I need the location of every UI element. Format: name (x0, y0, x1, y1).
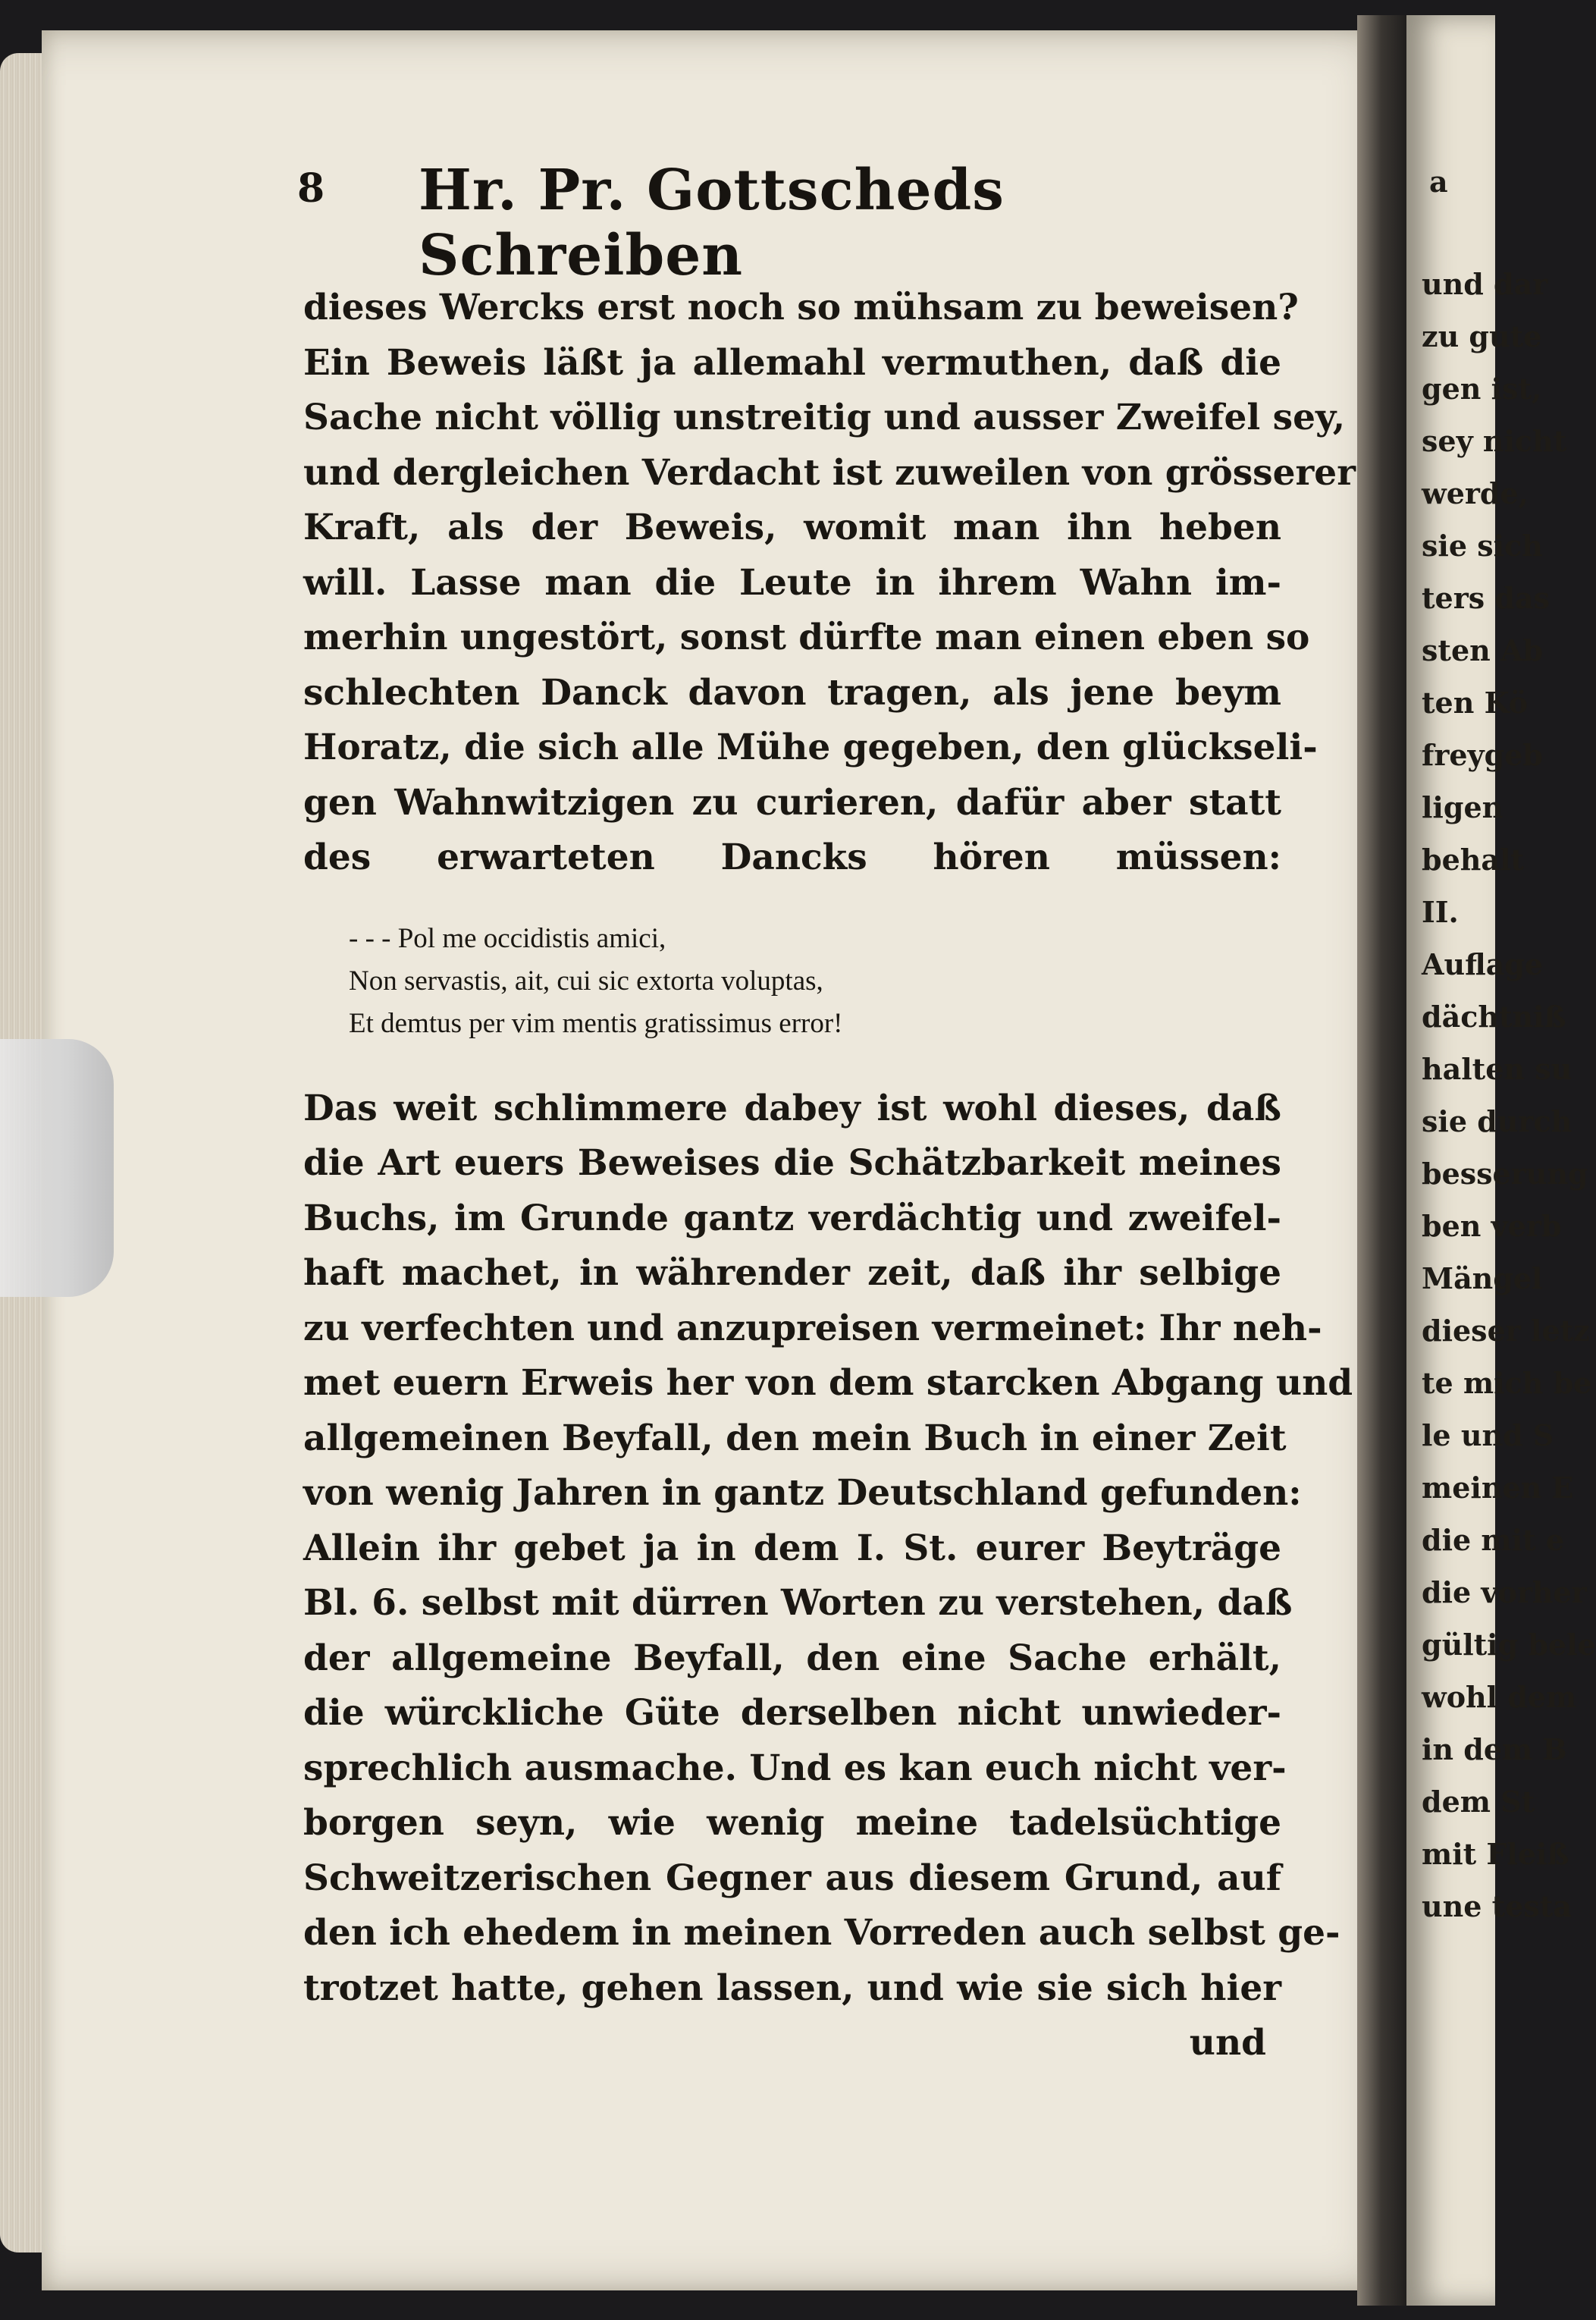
latin-quotation (349, 918, 1168, 1045)
right-running-head-fragment: a (1429, 165, 1448, 199)
right-page-line: ben verb (1422, 1209, 1562, 1243)
right-page-line: die vorher (1422, 1575, 1587, 1609)
right-page-line: wohl dem (1422, 1680, 1577, 1714)
text-line: von wenig Jahren in gantz Deutschland gefunden: (303, 1472, 1302, 1514)
text-line: will. Lasse man die Leute in ihrem Wahn im- (303, 561, 1281, 604)
text-line: die würckliche Güte derselben nicht unwieder- (303, 1692, 1281, 1734)
right-page (1406, 15, 1596, 2306)
right-page-line: dächtniß (1422, 1000, 1566, 1034)
right-page-line: und dar (1422, 267, 1548, 301)
quote-line: Non servastis, ait, cui sic extorta voluptas, (349, 965, 823, 997)
right-page-line: II. (1422, 895, 1459, 929)
right-page-line: besserung (1422, 1157, 1588, 1191)
right-page-line: freygeb (1422, 738, 1543, 772)
running-title: Hr. Pr. Gottscheds Schreiben (419, 158, 1005, 288)
right-page-line: die mit e (1422, 1523, 1565, 1557)
text-line: Buchs, im Grunde gantz verdächtig und zweifel- (303, 1197, 1281, 1239)
right-page-line: sie sich (1422, 529, 1543, 563)
right-page-line: mit Fleiß (1422, 1837, 1569, 1871)
text-line: borgen seyn, wie wenig meine tadelsüchtige (303, 1802, 1281, 1844)
paragraph-1 (303, 281, 1356, 886)
text-line: Ein Beweis läßt ja allemahl vermuthen, daß die (303, 341, 1281, 384)
right-page-line: te mich be (1422, 1366, 1592, 1400)
text-line: gen Wahnwitzigen zu curieren, dafür aber statt (303, 781, 1281, 824)
right-page-line: in dem B (1422, 1732, 1567, 1766)
right-page-line: gen ist, (1422, 372, 1542, 406)
right-page-line: le und S (1422, 1418, 1554, 1452)
text-line: zu verfechten und anzupreisen vermeinet: Ihr neh- (303, 1307, 1322, 1349)
right-page-line: sten Ab (1422, 633, 1544, 667)
text-line: der allgemeine Beyfall, den eine Sache erhält, (303, 1637, 1281, 1679)
right-page-line: gültig bele (1422, 1628, 1596, 1662)
page-number: 8 (297, 165, 325, 212)
right-page-line: werde, (1422, 476, 1529, 510)
right-page-line: ten Kö (1422, 686, 1529, 720)
right-page-line: sey nicht (1422, 424, 1567, 458)
text-line: haft machet, in währender zeit, daß ihr selbige (303, 1252, 1281, 1294)
right-page-line: ligen (1422, 790, 1504, 824)
catchword: und (1189, 2022, 1266, 2064)
right-page-lines (1422, 258, 1596, 1932)
right-page-line: dieser letz (1422, 1314, 1590, 1348)
text-line: des erwarteten Dancks hören müssen: (303, 837, 1281, 878)
text-line: Schweitzerischen Gegner aus diesem Grund, auf (303, 1857, 1281, 1899)
quote-line: Et demtus per vim mentis gratissimus error! (349, 1007, 843, 1039)
page-clip (0, 1039, 114, 1297)
running-head (297, 158, 1290, 288)
text-line: met euern Erweis her von dem starcken Abgang und (303, 1362, 1353, 1404)
text-line: Das weit schlimmere dabey ist wohl dieses, daß (303, 1087, 1281, 1129)
right-page-line: sie durch (1422, 1104, 1572, 1138)
text-line: den ich ehedem in meinen Vorreden auch selbst ge- (303, 1912, 1340, 1954)
text-line: Horatz, die sich alle Mühe gegeben, den glückseli- (303, 727, 1318, 768)
right-page-line: ters das (1422, 581, 1550, 615)
text-line: dieses Wercks erst noch so mühsam zu beweisen? (303, 287, 1299, 328)
right-page-line: zu gute (1422, 319, 1542, 353)
text-line: Bl. 6. selbst mit dürren Worten zu verstehen, daß (303, 1582, 1293, 1624)
quote-line: - - - Pol me occidistis amici, (349, 922, 666, 954)
text-line: schlechten Danck davon tragen, als jene beym (303, 671, 1281, 714)
right-page-line: une testa (1422, 1889, 1572, 1923)
right-page-line: Mängel (1422, 1261, 1543, 1295)
text-line: sprechlich ausmache. Und es kan euch nicht ver- (303, 1747, 1287, 1789)
right-page-line: Auflage (1422, 947, 1544, 981)
text-line: merhin ungestört, sonst dürfte man einen eben so (303, 617, 1310, 658)
text-line: und dergleichen Verdacht ist zuweilen von grösserer (303, 451, 1356, 494)
paragraph-2 (303, 1082, 1353, 2071)
text-line: allgemeinen Beyfall, den mein Buch in einer Zeit (303, 1417, 1287, 1459)
text-line: trotzet hatte, gehen lassen, und wie sie sich hier (303, 1967, 1281, 2009)
right-page-line: dem St (1422, 1785, 1535, 1819)
text-line: Kraft, als der Beweis, womit man ihn heben (303, 507, 1281, 548)
text-line: die Art euers Beweises die Schätzbarkeit meines (303, 1142, 1281, 1184)
right-page-line: halten su (1422, 1052, 1572, 1086)
text-line: Sache nicht völlig unstreitig und ausser Zweifel sey, (303, 397, 1346, 438)
right-page-line: meinen E (1422, 1471, 1574, 1505)
main-text (303, 281, 1356, 2071)
text-line: Allein ihr gebet ja in dem I. St. eurer Beyträge (303, 1527, 1281, 1569)
right-page-line: behalt (1422, 843, 1524, 877)
